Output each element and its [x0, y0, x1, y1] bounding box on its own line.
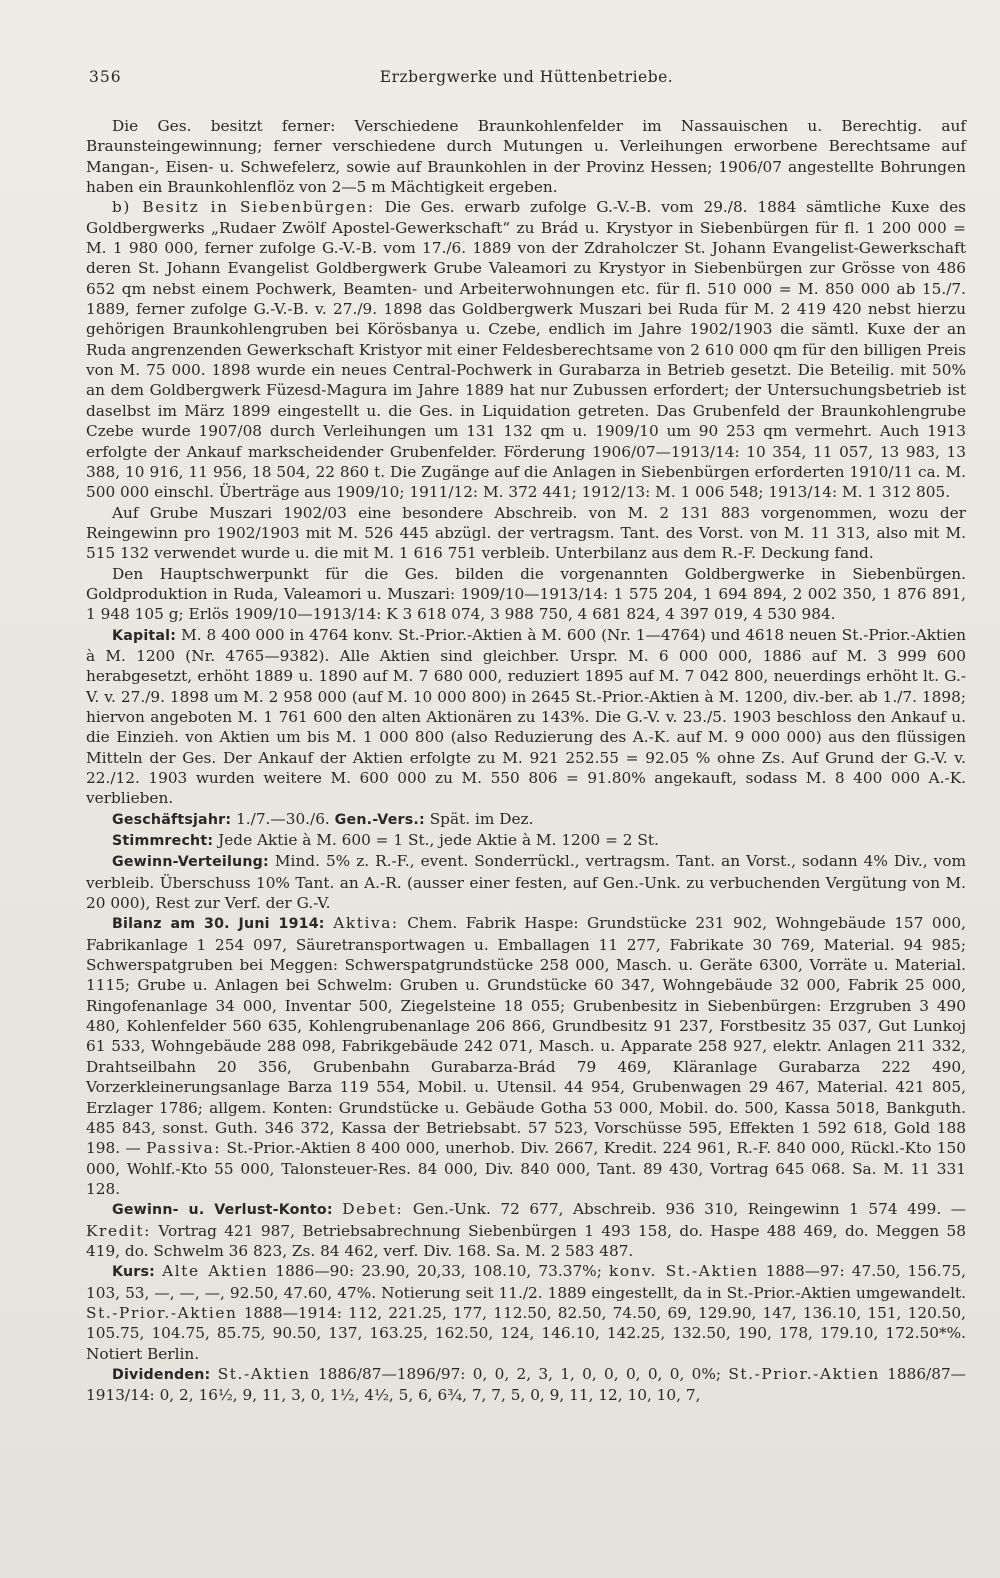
paragraph-gewinn-verteilung: Gewinn-Verteilung: Mind. 5% z. R.-F., event. Sonderrückl., vertragsm. Tant. an Vorst., sodann 4% Div., vom verbleib. Überschuss 10% Tant. an A.-R. (ausser einer festen, auf Gen.-Unk. zu verbuchenden Vergütung von M. 20 000), Rest zur Verf. der G.-V.	[86, 852, 966, 913]
page-number: 356	[89, 68, 122, 86]
section-label: Gewinn- u. Verlust-Konto:	[112, 1202, 333, 1219]
section-label: Geschäftsjahr:	[112, 811, 232, 828]
subsection-label: Alte Aktien	[162, 1262, 269, 1281]
section-label: Stimmrecht:	[112, 833, 214, 850]
paragraph-dividenden: Dividenden: St.-Aktien 1886/87—1896/97: 0, 0, 2, 3, 1, 0, 0, 0, 0, 0, 0%; St.-Prior.-Aktien 1886/87—1913/14: 0, 2, 16½, 9, 11, 3, 0, 1½, 4½, 5, 6, 6¾, 7, 7, 5, 0, 9, 11, 12, 10, 10, 7,	[86, 1364, 966, 1405]
subsection-label: St.-Prior.-Aktien	[86, 1303, 238, 1322]
section-label: Kurs:	[112, 1264, 155, 1281]
paragraph-kurs: Kurs: Alte Aktien 1886—90: 23.90, 20,33, 108.10, 73.37%; konv. St.-Aktien 1888—97: 47.50, 156.75, 103, 53, —, —, —, 92.50, 47.60, 47%. Notierung seit 11./2. 1889 eingestellt, da in St.-Prior.-Aktien umgewandelt. St.-Prior.-Aktien 1888—1914: 112, 221.25, 177, 112.50, 82.50, 74.50, 69, 129.90, 147, 136.10, 151, 120.50, 105.75, 104.75, 85.75, 90.50, 137, 163.25, 162.50, 124, 146.10, 142.25, 132.50, 190, 178, 179.10, 172.50*%. Notiert Berlin.	[86, 1262, 966, 1363]
paragraph-kapital: Kapital: M. 8 400 000 in 4764 konv. St.-Prior.-Aktien à M. 600 (Nr. 1—4764) und 4618 neuen St.-Prior.-Aktien à M. 1200 (Nr. 4765—9382). Alle Aktien sind gleichber. Urspr. M. 6 000 000, 1886 auf M. 3 999 600 herabgesetzt, erhöht 1889 u. 1890 auf M. 7 680 000, reduziert 1895 auf M. 7 042 800, neuerdings erhöht lt. G.-V. v. 27./9. 1898 um M. 2 958 000 (auf M. 10 000 800) in 2645 St.-Prior.-Aktien à M. 1200, div.-ber. ab 1./7. 1898; hiervon angeboten M. 1 761 600 den alten Aktionären zu 143%. Die G.-V. v. 23./5. 1903 beschloss den Ankauf u. die Einzieh. von Aktien um bis M. 1 000 800 (also Reduzierung des A.-K. auf M. 9 000 000) aus den flüssigen Mitteln der Ges. Der Ankauf der Aktien erfolgte zu M. 921 252.55 = 92.05 % ohne Zs. Auf Grund der G.-V. v. 22./12. 1903 wurden weitere M. 600 000 zu M. 550 806 = 91.80% angekauft, sodass M. 8 400 000 A.-K. verblieben.	[86, 625, 966, 808]
paragraph-bilanz: Bilanz am 30. Juni 1914: Aktiva: Chem. Fabrik Haspe: Grundstücke 231 902, Wohngebäude 157 000, Fabrikanlage 1 254 097, Säuretransportwagen u. Emballagen 11 277, Fabrikate 30 769, Material. 94 985; Schwerspatgruben bei Meggen: Schwerspatgrundstücke 258 000, Masch. u. Geräte 6300, Vorräte u. Material. 1115; Grube u. Anlagen bei Schwelm: Gruben u. Grundstücke 60 347, Wohngebäude 32 000, Fabrik 25 000, Ringofenanlage 34 000, Inventar 500, Ziegelsteine 18 055; Grubenbesitz in Siebenbürgen: Erzgruben 3 490 480, Kohlenfelder 560 635, Kohlengrubenanlage 206 866, Grundbesitz 91 237, Forstbesitz 35 037, Gut Lunkoj 61 533, Wohngebäude 288 098, Fabrikgebäude 242 071, Masch. u. Apparate 258 927, elektr. Anlagen 211 332, Drahtseilbahn 20 356, Grubenbahn Gurabarza-Brád 79 469, Kläranlage Gurabarza 222 490, Vorzerkleinerungsanlage Barza 119 554, Mobil. u. Utensil. 44 954, Grubenwagen 29 467, Material. 421 805, Erzlager 1786; allgem. Konten: Grundstücke u. Gebäude Gotha 53 000, Mobil. do. 500, Kassa 5018, Bankguth. 485 843, sonst. Guth. 346 372, Kassa der Betriebsabt. 57 523, Vorschüsse 595, Effekten 1 592 618, Gold 188 198. — Passiva: St.-Prior.-Aktien 8 400 000, unerhob. Div. 2667, Kredit. 224 961, R.-F. 840 000, Rückl.-Kto 150 000, Wohlf.-Kto 55 000, Talonsteuer-Res. 84 000, Div. 840 000, Tant. 89 430, Vortrag 645 068. Sa. M. 11 331 128.	[86, 914, 966, 1198]
subsection-label: Passiva:	[146, 1139, 222, 1158]
page-body	[86, 116, 966, 1406]
subsection-label: St.-Aktien	[217, 1364, 311, 1383]
subsection-label: Aktiva:	[333, 914, 399, 933]
subsection-label: Kredit:	[86, 1221, 151, 1240]
paragraph-muszari-writedown: Auf Grube Muszari 1902/03 eine besondere Abschreib. von M. 2 131 883 vorgenommen, wozu der Reingewinn pro 1902/1903 mit M. 526 445 abzügl. der vertragsm. Tant. des Vorst. von M. 11 313, also mit M. 515 132 verwendet wurde u. die mit M. 1 616 751 verbleib. Unterbilanz aus dem R.-F. Deckung fand.	[86, 503, 966, 563]
paragraph-gewinn-verlust: Gewinn- u. Verlust-Konto: Debet: Gen.-Unk. 72 677, Abschreib. 936 310, Reingewinn 1 574 499. — Kredit: Vortrag 421 987, Betriebsabrechnung Siebenbürgen 1 493 158, do. Haspe 488 469, do. Meggen 58 419, do. Schwelm 36 823, Zs. 84 462, verf. Div. 168. Sa. M. 2 583 487.	[86, 1200, 966, 1260]
section-label: Bilanz am 30. Juni 1914:	[112, 916, 325, 933]
page-header	[89, 66, 964, 88]
paragraph-geschaeftsjahr: Geschäftsjahr: 1./7.—30./6. Gen.-Vers.: Spät. im Dez.	[112, 809, 534, 828]
subsection-label: Debet:	[342, 1200, 404, 1219]
section-label: b) Besitz in Siebenbürgen:	[112, 198, 375, 217]
paragraph-hessen-holdings: Die Ges. besitzt ferner: Verschiedene Braunkohlenfelder im Nassauischen u. Berechtig. auf Braunsteingewinnung; ferner verschiedene durch Mutungen u. Verleihungen erworbene Berechtsame auf Mangan-, Eisen- u. Schwefelerz, sowie auf Braunkohlen in der Provinz Hessen; 1906/07 angestellte Bohrungen haben ein Braunkohlenflöz von 2—5 m Mächtigkeit ergeben.	[86, 117, 966, 197]
paragraph-gold-production: Den Hauptschwerpunkt für die Ges. bilden die vorgenannten Goldbergwerke in Siebenbürgen. Goldproduktion in Ruda, Valeamori u. Muszari: 1909/10—1913/14: 1 575 204, 1 694 894, 2 002 350, 1 876 891, 1 948 105 g; Erlös 1909/10—1913/14: K 3 618 074, 3 988 750, 4 681 824, 4 397 019, 4 530 984.	[86, 564, 966, 624]
subsection-label: St.-Prior.-Aktien	[728, 1364, 880, 1383]
subsection-label: konv. St.-Aktien	[609, 1262, 759, 1281]
paragraph-stimmrecht: Stimmrecht: Jede Aktie à M. 600 = 1 St., jede Aktie à M. 1200 = 2 St.	[112, 831, 659, 850]
section-label: Kapital:	[112, 627, 177, 644]
section-label: Gewinn-Verteilung:	[112, 854, 269, 871]
running-title: Erzbergwerke und Hüttenbetriebe.	[379, 68, 674, 86]
paragraph-siebenbuergen: b) Besitz in Siebenbürgen: Die Ges. erwarb zufolge G.-V.-B. vom 29./8. 1884 sämtliche Kuxe des Goldbergwerks „Rudaer Zwölf Apostel-Gewerkschaft“ zu Brád u. Krystyor in Siebenbürgen für fl. 1 200 000 = M. 1 980 000, ferner zufolge G.-V.-B. vom 17./6. 1889 von der Zdraholczer St. Johann Evangelist-Gewerkschaft deren St. Johann Evangelist Goldbergwerk Grube Valeamori zu Krystyor in Siebenbürgen zur Grösse von 486 652 qm nebst einem Pochwerk, Beamten- und Arbeiterwohnungen etc. für fl. 510 000 = M. 850 000 ab 15./7. 1889, ferner zufolge G.-V.-B. v. 27./9. 1898 das Goldbergwerk Muszari bei Ruda für M. 2 419 420 nebst hierzu gehörigen Braunkohlengruben bei Körösbanya u. Czebe, endlich im Jahre 1902/1903 die sämtl. Kuxe der an Ruda angrenzenden Gewerkschaft Kristyor mit einer Feldesberechtsame von 2 610 000 qm für den billigen Preis von M. 75 000. 1898 wurde ein neues Central-Pochwerk in Gurabarza in Betrieb gesetzt. Die Beteilig. mit 50% an dem Goldbergwerk Füzesd-Magura im Jahre 1889 hat nur Zubussen erfordert; der Untersuchungsbetrieb ist daselbst im März 1899 eingestellt u. die Ges. in Liquidation getreten. Das Grubenfeld der Braunkohlengrube Czebe wurde 1907/08 durch Verleihungen um 131 132 qm u. 1909/10 um 90 253 qm vermehrt. Auch 1913 erfolgte der Ankauf markscheidender Grubenfelder. Förderung 1906/07—1913/14: 10 354, 11 057, 13 983, 13 388, 10 916, 11 956, 18 504, 22 860 t. Die Zugänge auf die Anlagen in Siebenbürgen erforderten 1910/11 ca. M. 500 000 einschl. Überträge aus 1909/10; 1911/12: M. 372 441; 1912/13: M. 1 006 548; 1913/14: M. 1 312 805.	[86, 198, 966, 502]
section-label: Gen.-Vers.:	[334, 811, 425, 828]
section-label: Dividenden:	[112, 1366, 211, 1383]
